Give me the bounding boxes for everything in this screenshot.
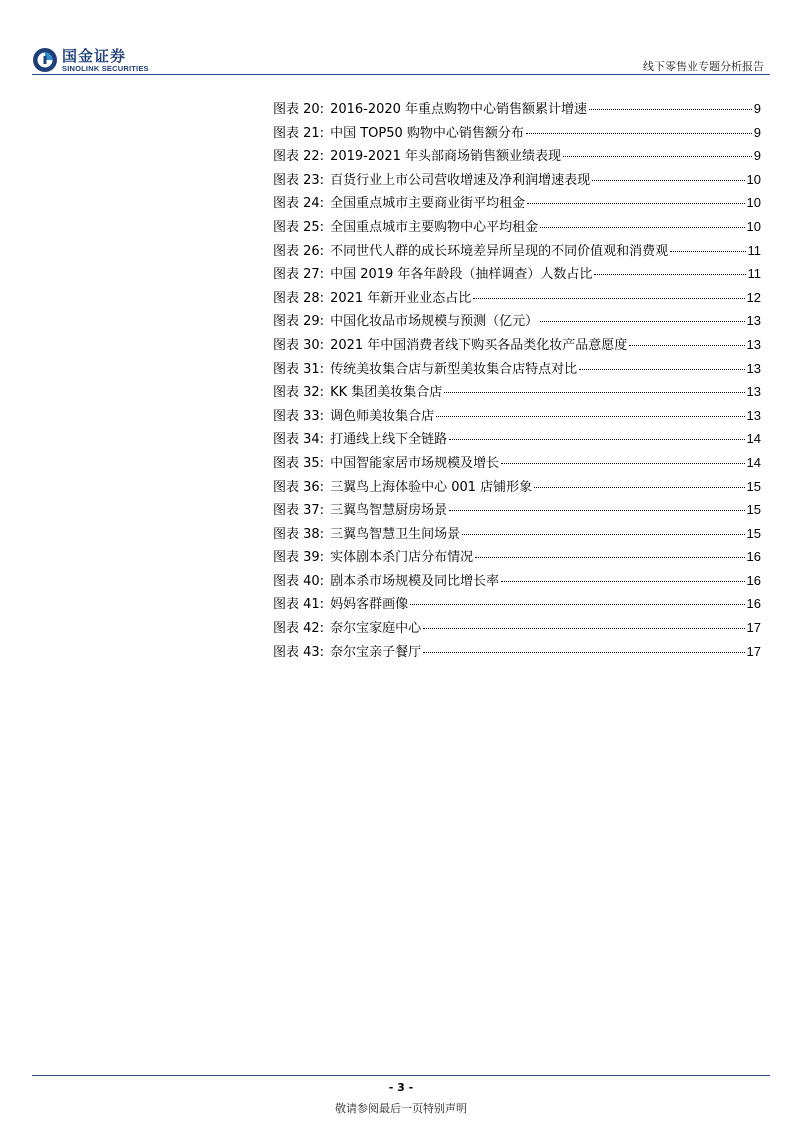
toc-entry[interactable] [273, 240, 761, 264]
toc-entry-title: 三翼鸟智慧卫生间场景 [330, 526, 461, 542]
toc-entry[interactable] [273, 428, 761, 452]
toc-entry-label: 图表 26: [273, 243, 325, 259]
toc-entry-title: 剧本杀市场规模及同比增长率 [330, 573, 500, 589]
toc-entry[interactable] [273, 98, 761, 122]
toc-entry-label: 图表 31: [273, 361, 325, 377]
toc-entry-label: 图表 42: [273, 621, 325, 637]
toc-entry-label: 图表 33: [273, 408, 325, 424]
toc-entry[interactable] [273, 263, 761, 287]
toc-entry-page: 9 [753, 124, 761, 140]
toc-entry-title: 三翼鸟智慧厨房场景 [330, 503, 448, 519]
toc-dot-leader [423, 652, 744, 653]
toc-entry-title: 不同世代人群的成长环境差异所呈现的不同价值观和消费观 [330, 243, 669, 259]
toc-entry-label: 图表 40: [273, 573, 325, 589]
toc-entry-title: 2021 年新开业业态占比 [330, 290, 472, 306]
toc-entry[interactable] [273, 287, 761, 311]
toc-dot-leader [592, 180, 744, 181]
toc-entry-label: 图表 41: [273, 597, 325, 613]
header-divider [32, 74, 770, 75]
toc-entry[interactable] [273, 145, 761, 169]
toc-dot-leader [475, 557, 744, 558]
toc-entry[interactable] [273, 405, 761, 429]
toc-entry-label: 图表 20: [273, 102, 325, 117]
toc-entry-title: 2021 年中国消费者线下购买各品类化妆产品意愿度 [330, 337, 628, 353]
toc-dot-leader [594, 274, 745, 275]
company-logo [32, 47, 149, 73]
toc-entry-title: 调色师美妆集合店 [330, 408, 435, 424]
toc-entry-page: 13 [746, 407, 761, 423]
toc-dot-leader [449, 439, 744, 440]
toc-entry-label: 图表 28: [273, 290, 325, 306]
toc-entry[interactable] [273, 499, 761, 523]
toc-entry-page: 11 [747, 266, 761, 282]
toc-entry-title: 妈妈客群画像 [330, 597, 409, 613]
page-number: - 3 - [388, 1081, 414, 1094]
toc-entry-title: 2019-2021 年头部商场销售额业绩表现 [330, 149, 562, 165]
toc-entry-title: 中国智能家居市场规模及增长 [330, 455, 500, 471]
toc-dot-leader [563, 156, 752, 157]
toc-entry-label: 图表 36: [273, 479, 325, 495]
toc-dot-leader [670, 251, 745, 252]
toc-entry-page: 13 [746, 313, 761, 329]
toc-entry[interactable] [273, 546, 761, 570]
toc-entry-page: 10 [746, 195, 761, 211]
toc-dot-leader [579, 369, 744, 370]
toc-entry[interactable] [273, 192, 761, 216]
toc-entry[interactable] [273, 476, 761, 500]
toc-entry-page: 15 [746, 525, 761, 541]
toc-entry-title: 百货行业上市公司营收增速及净利润增速表现 [330, 172, 591, 188]
toc-entry-label: 图表 34: [273, 432, 325, 448]
toc-entry[interactable] [273, 452, 761, 476]
toc-entry-title: 打通线上线下全链路 [330, 432, 448, 448]
logo-chinese-name: 国金证券 [62, 46, 127, 65]
logo-english-name: SINOLINK SECURITIES [62, 63, 149, 73]
toc-entry-label: 图表 29: [273, 314, 325, 330]
toc-entry-label: 图表 43: [273, 644, 325, 660]
toc-dot-leader [540, 321, 744, 322]
toc-entry-page: 14 [746, 454, 761, 470]
toc-entry-label: 图表 38: [273, 526, 325, 542]
toc-dot-leader [423, 628, 744, 629]
toc-dot-leader [444, 392, 744, 393]
toc-dot-leader [410, 604, 744, 605]
toc-entry-page: 10 [746, 218, 761, 234]
toc-entry-page: 12 [746, 289, 761, 305]
footer-disclaimer: 敬请参阅最后一页特别声明 [335, 1102, 467, 1115]
toc-entry-label: 图表 39: [273, 550, 325, 566]
toc-dot-leader [501, 463, 744, 464]
toc-entry-title: 实体剧本杀门店分布情况 [330, 550, 474, 566]
toc-entry-title: 中国 2019 年各年龄段（抽样调查）人数占比 [330, 267, 593, 283]
report-title: 线下零售业专题分析报告 [643, 60, 764, 73]
toc-entry[interactable] [273, 358, 761, 382]
toc-dot-leader [527, 203, 744, 204]
toc-dot-leader [526, 133, 752, 134]
toc-entry-label: 图表 35: [273, 455, 325, 471]
toc-entry[interactable] [273, 122, 761, 146]
toc-entry-title: 中国化妆品市场规模与预测（亿元） [330, 314, 539, 330]
toc-entry-page: 15 [746, 478, 761, 494]
toc-entry-page: 9 [753, 101, 761, 116]
toc-entry-page: 16 [746, 596, 761, 612]
toc-entry-page: 17 [746, 643, 761, 659]
toc-entry-page: 10 [746, 171, 761, 187]
toc-entry[interactable] [273, 617, 761, 641]
toc-entry-label: 图表 24: [273, 196, 325, 212]
toc-entry-page: 13 [746, 336, 761, 352]
toc-entry-page: 16 [746, 549, 761, 565]
toc-entry[interactable] [273, 381, 761, 405]
toc-entry-page: 16 [746, 572, 761, 588]
figure-index-list [273, 98, 761, 664]
toc-entry-page: 14 [746, 431, 761, 447]
toc-entry-page: 13 [746, 360, 761, 376]
toc-entry[interactable] [273, 310, 761, 334]
toc-entry-title: KK 集团美妆集合店 [330, 385, 443, 401]
toc-entry-label: 图表 32: [273, 385, 325, 401]
toc-entry[interactable] [273, 523, 761, 547]
toc-entry[interactable] [273, 216, 761, 240]
toc-entry[interactable] [273, 593, 761, 617]
toc-entry-title: 奈尔宝亲子餐厅 [330, 644, 422, 660]
toc-dot-leader [436, 416, 744, 417]
toc-entry[interactable] [273, 169, 761, 193]
sinolink-logo-icon [32, 47, 58, 73]
toc-entry[interactable] [273, 641, 761, 665]
toc-entry-page: 13 [746, 384, 761, 400]
toc-entry-label: 图表 22: [273, 149, 325, 165]
toc-entry-title: 奈尔宝家庭中心 [330, 621, 422, 637]
toc-entry-title: 全国重点城市主要购物中心平均租金 [330, 219, 539, 235]
toc-entry-title: 全国重点城市主要商业街平均租金 [330, 196, 526, 212]
toc-entry-page: 17 [746, 620, 761, 636]
toc-entry-label: 图表 27: [273, 267, 325, 283]
toc-entry-title: 中国 TOP50 购物中心销售额分布 [330, 125, 524, 141]
toc-entry[interactable] [273, 570, 761, 594]
toc-entry-label: 图表 21: [273, 125, 325, 141]
toc-entry-label: 图表 37: [273, 503, 325, 519]
toc-entry-label: 图表 23: [273, 172, 325, 188]
toc-dot-leader [473, 298, 744, 299]
toc-entry-title: 传统美妆集合店与新型美妆集合店特点对比 [330, 361, 578, 377]
toc-entry[interactable] [273, 334, 761, 358]
footer-divider [32, 1075, 770, 1076]
toc-entry-label: 图表 30: [273, 337, 325, 353]
toc-entry-page: 11 [747, 242, 761, 258]
toc-dot-leader [534, 487, 744, 488]
toc-entry-title: 三翼鸟上海体验中心 001 店铺形象 [330, 479, 533, 495]
toc-dot-leader [462, 534, 744, 535]
toc-entry-title: 2016-2020 年重点购物中心销售额累计增速 [330, 102, 588, 117]
toc-dot-leader [589, 109, 752, 110]
toc-dot-leader [540, 227, 744, 228]
toc-dot-leader [629, 345, 744, 346]
toc-entry-label: 图表 25: [273, 219, 325, 235]
toc-dot-leader [501, 581, 744, 582]
toc-dot-leader [449, 510, 744, 511]
toc-entry-page: 9 [753, 148, 761, 164]
toc-entry-page: 15 [746, 502, 761, 518]
